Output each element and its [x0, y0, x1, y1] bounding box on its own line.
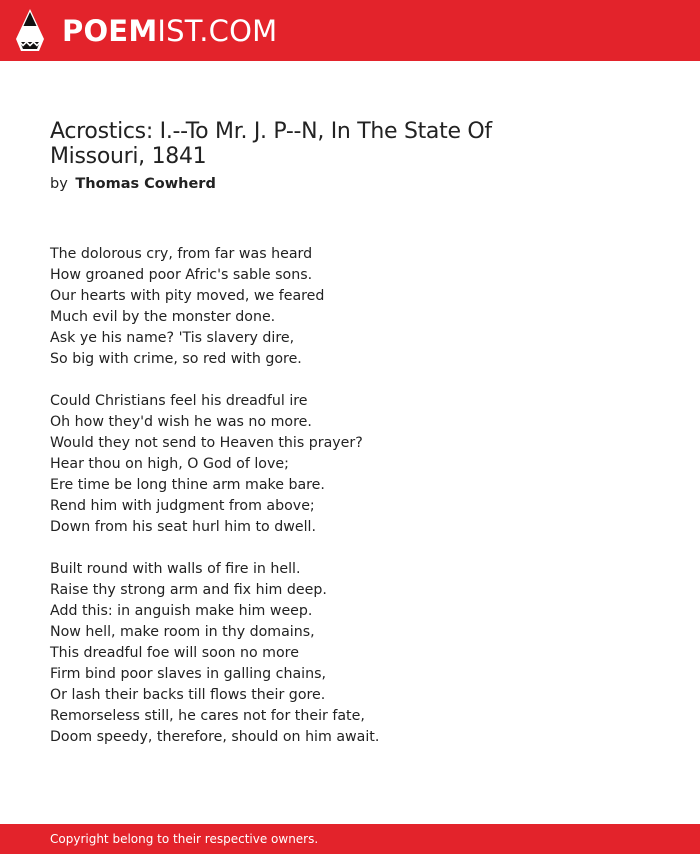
poem-body	[50, 244, 650, 769]
stanza	[50, 559, 650, 748]
poem-line: So big with crime, so red with gore.	[50, 351, 302, 367]
poem-line: Hear thou on high, O God of love;	[50, 456, 289, 472]
poem-line: Now hell, make room in thy domains,	[50, 624, 315, 640]
brand-light: IST.COM	[157, 14, 278, 48]
author-name: Thomas Cowherd	[75, 176, 216, 192]
poem-line: This dreadful foe will soon no more	[50, 645, 299, 661]
site-logo-link[interactable]	[62, 12, 277, 50]
pencil-icon[interactable]	[16, 9, 44, 51]
poem-line: Down from his seat hurl him to dwell.	[50, 519, 316, 535]
poem-line: Rend him with judgment from above;	[50, 498, 315, 514]
site-footer	[0, 824, 700, 854]
poem-title: Acrostics: I.--To Mr. J. P--N, In The State Of Missouri, 1841	[50, 119, 492, 169]
poem-line: Much evil by the monster done.	[50, 309, 276, 325]
poem-line: Or lash their backs till flows their gore.	[50, 687, 326, 703]
copyright-notice: Copyright belong to their respective owners.	[50, 832, 319, 846]
poem-line: Add this: in anguish make him weep.	[50, 603, 313, 619]
poem-line: Firm bind poor slaves in galling chains,	[50, 666, 326, 682]
poem-line: Would they not send to Heaven this prayer?	[50, 435, 363, 451]
poem-line: The dolorous cry, from far was heard	[50, 246, 313, 262]
brand-strong: POEM	[62, 14, 158, 48]
poem-line: Remorseless still, he cares not for their fate,	[50, 708, 365, 724]
poem-line: Our hearts with pity moved, we feared	[50, 288, 325, 304]
poem-line: Built round with walls of fire in hell.	[50, 561, 301, 577]
poem-line: Could Christians feel his dreadful ire	[50, 393, 308, 409]
stanza	[50, 244, 650, 370]
stanza	[50, 391, 650, 538]
poem-line: Raise thy strong arm and fix him deep.	[50, 582, 327, 598]
poem-line: Ere time be long thine arm make bare.	[50, 477, 325, 493]
poem-line: Ask ye his name? 'Tis slavery dire,	[50, 330, 295, 346]
poem-line: Oh how they'd wish he was no more.	[50, 414, 312, 430]
by-label: by	[50, 176, 68, 192]
poem-line: How groaned poor Afric's sable sons.	[50, 267, 313, 283]
poem-line: Doom speedy, therefore, should on him await.	[50, 729, 380, 745]
site-header	[0, 0, 700, 61]
byline	[50, 175, 216, 193]
